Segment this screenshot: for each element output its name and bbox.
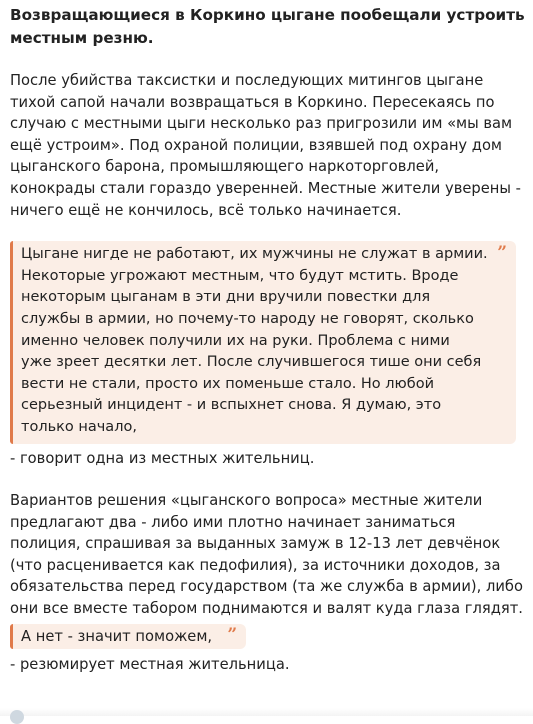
quote-line: некоторым цыганам в эти дни вручили повестки для <box>21 289 431 306</box>
paragraph-intro <box>10 70 526 221</box>
text-line: обязательства перед государством (та же служба в армии), либо <box>10 578 523 596</box>
text-line: предлагают два - либо ими плотно начинает заниматься <box>10 513 456 531</box>
post-message <box>10 4 526 676</box>
quote-line: серьезный инцидент - и вспыхнет снова. Я думаю, это <box>21 397 442 414</box>
text-line: ничего ещё не кончилось, всё только начинается. <box>10 201 402 219</box>
blockquote-short <box>10 624 246 650</box>
paragraph-attribution: - говорит одна из местных жительниц. <box>10 449 315 467</box>
quote-line: службы в армии, но почему-то народу не говорят, сколько <box>21 310 474 327</box>
quote-line: именно человек получили их на руки. Проблема с ними <box>21 332 450 349</box>
quote-text <box>21 244 488 438</box>
title-line: Возвращающиеся в Коркино цыгане пообещали устроить <box>10 6 525 24</box>
text-line: Вариантов решения «цыганского вопроса» местные жители <box>10 492 483 510</box>
text-line: конокрады стали гораздо уверенней. Местные жители уверены - <box>10 179 521 197</box>
title-line: местным резню. <box>10 29 154 47</box>
quote-line: уже зреет десятки лет. После случившегося тише они себя <box>21 354 482 371</box>
quote-line: Некоторые угрожают местным, что будут мстить. Вроде <box>21 267 459 284</box>
quote-line: только начало, <box>21 418 137 435</box>
quote-mark-icon: ” <box>497 243 507 264</box>
quote-text: А нет - значит поможем, <box>21 627 213 645</box>
text-line: полиция, спрашивая за выданных замуж в 12-13 лет девчёнок <box>10 535 501 553</box>
text-line: они все вместе табором поднимаются и валят куда глаза глядят. <box>10 600 523 618</box>
text-line: цыганского барона, промышляющего наркоторговлей, <box>10 158 440 176</box>
paragraph-solutions <box>10 490 526 620</box>
paragraph-summary: - резюмирует местная жительница. <box>10 656 290 674</box>
text-line: (что расценивается как педофилия), за источники доходов, за <box>10 556 501 574</box>
text-line: После убийства таксистки и последующих митингов цыгане <box>10 72 484 89</box>
blockquote-resident <box>10 241 516 443</box>
quote-mark-icon: ” <box>227 624 238 645</box>
avatar[interactable] <box>10 710 24 724</box>
text-line: случаю с местными цыги несколько раз пригрозили им «мы вам <box>10 115 513 133</box>
bottom-divider <box>0 708 533 716</box>
post-title <box>10 4 526 50</box>
quote-line: вести не стали, просто их поменьше стало. Но любой <box>21 375 435 392</box>
text-line: тихой сапой начали возвращаться в Коркино. Пересекаясь по <box>10 93 495 111</box>
text-line: ещё устроим». Под охраной полиции, взявшей под охрану дом <box>10 136 503 154</box>
quote-line: Цыгане нигде не работают, их мужчины не служат в армии. <box>21 246 488 263</box>
